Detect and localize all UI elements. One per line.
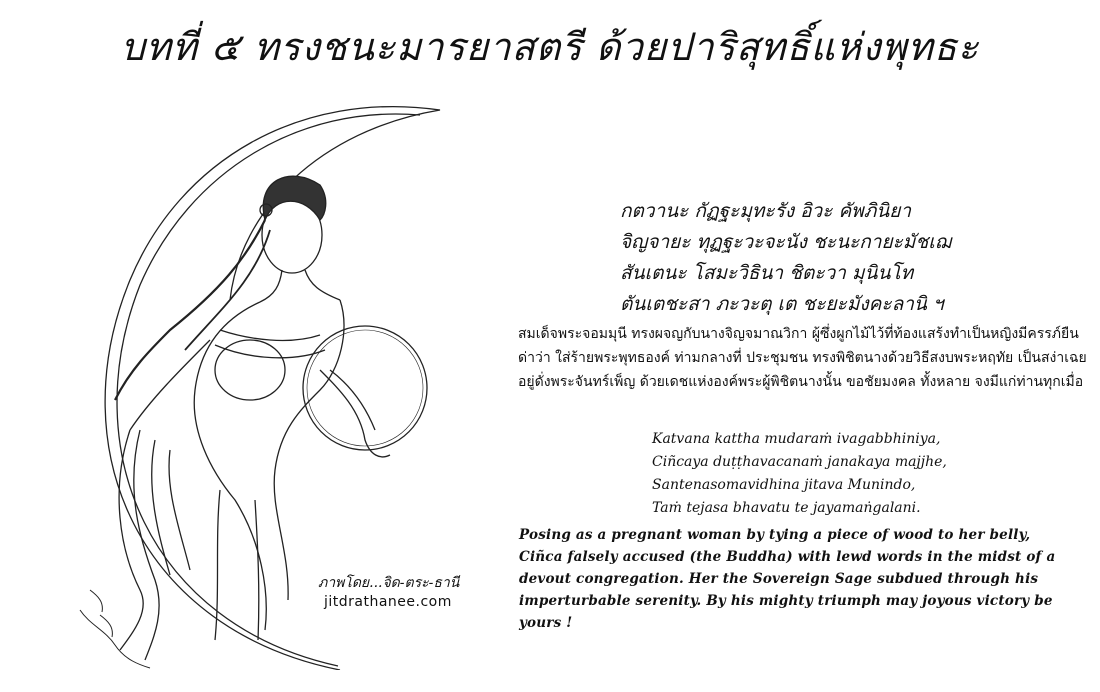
pali-roman-line: Santenasomavidhina jitava Munindo,	[652, 477, 916, 493]
page-title: บทที่ ๕ ทรงชนะมารยาสตรี ด้วยปาริสุทธิ์แห่งพุทธะ	[120, 25, 980, 69]
illustration-credit: ภาพโดย...จิด-ตระ-ธานี	[318, 575, 460, 591]
pali-thai-line: กตวานะ กัฏฐะมุทะรัง อิวะ คัพภินิยา	[620, 200, 912, 222]
woman-arm	[320, 370, 390, 457]
pali-thai-line: ตันเตชะสา ภะวะตุ เต ชะยะมังคะลานิ ฯ	[620, 293, 944, 315]
pali-roman-line: Katvana kattha mudaraṁ ivagabbhiniya,	[652, 431, 941, 447]
pali-verse-roman	[652, 428, 1072, 520]
pali-verse-thai	[620, 196, 1090, 320]
pali-roman-line: Ciñcaya duṭṭhavacanaṁ janakaya majjhe,	[652, 454, 947, 470]
pali-thai-line: สันเตนะ โสมะวิธินา ชิตะวา มุนินโท	[620, 262, 914, 284]
woman-hair	[263, 176, 326, 220]
skirt-folds	[119, 430, 143, 650]
english-translation: Posing as a pregnant woman by tying a piece of wood to her belly, Ciñca falsely accused (the Buddha) with lewd words in the midst of a devout congregation. Her the Sovereign Sage subdued through his imperturbable serenity. By his mighty triumph may joyous victory be yours !	[519, 527, 1056, 631]
pali-thai-line: จิญจายะ ทุฏฐะวะจะนัง ชะนะกายะมัชเฌ	[620, 231, 951, 253]
credit-url: jitdrathanee.com	[324, 594, 452, 610]
pali-roman-line: Taṁ tejasa bhavatu te jayamaṅgalani.	[652, 500, 921, 516]
thai-translation: สมเด็จพระจอมมุนี ทรงผจญกับนางจิญจมาณวิกา ผู้ซึ่งผูกไม้ไว้ที่ท้องแสร้งทำเป็นหญิงมีครรภ์ยืนด่าว่า ใส่ร้ายพระพุทธองค์ ท่ามกลางที่ ประชุมชน ทรงพิชิตนางด้วยวิธีสงบพระหฤทัย เป็นสง่าเฉยอยู่ดั่งพระจันทร์เพ็ญ ด้วยเดชแห่งองค์พระผู้พิชิตนางนั้น ขอชัยมงคล ทั้งหลาย จงมีแก่ท่านทุกเมื่อ	[518, 326, 1087, 390]
